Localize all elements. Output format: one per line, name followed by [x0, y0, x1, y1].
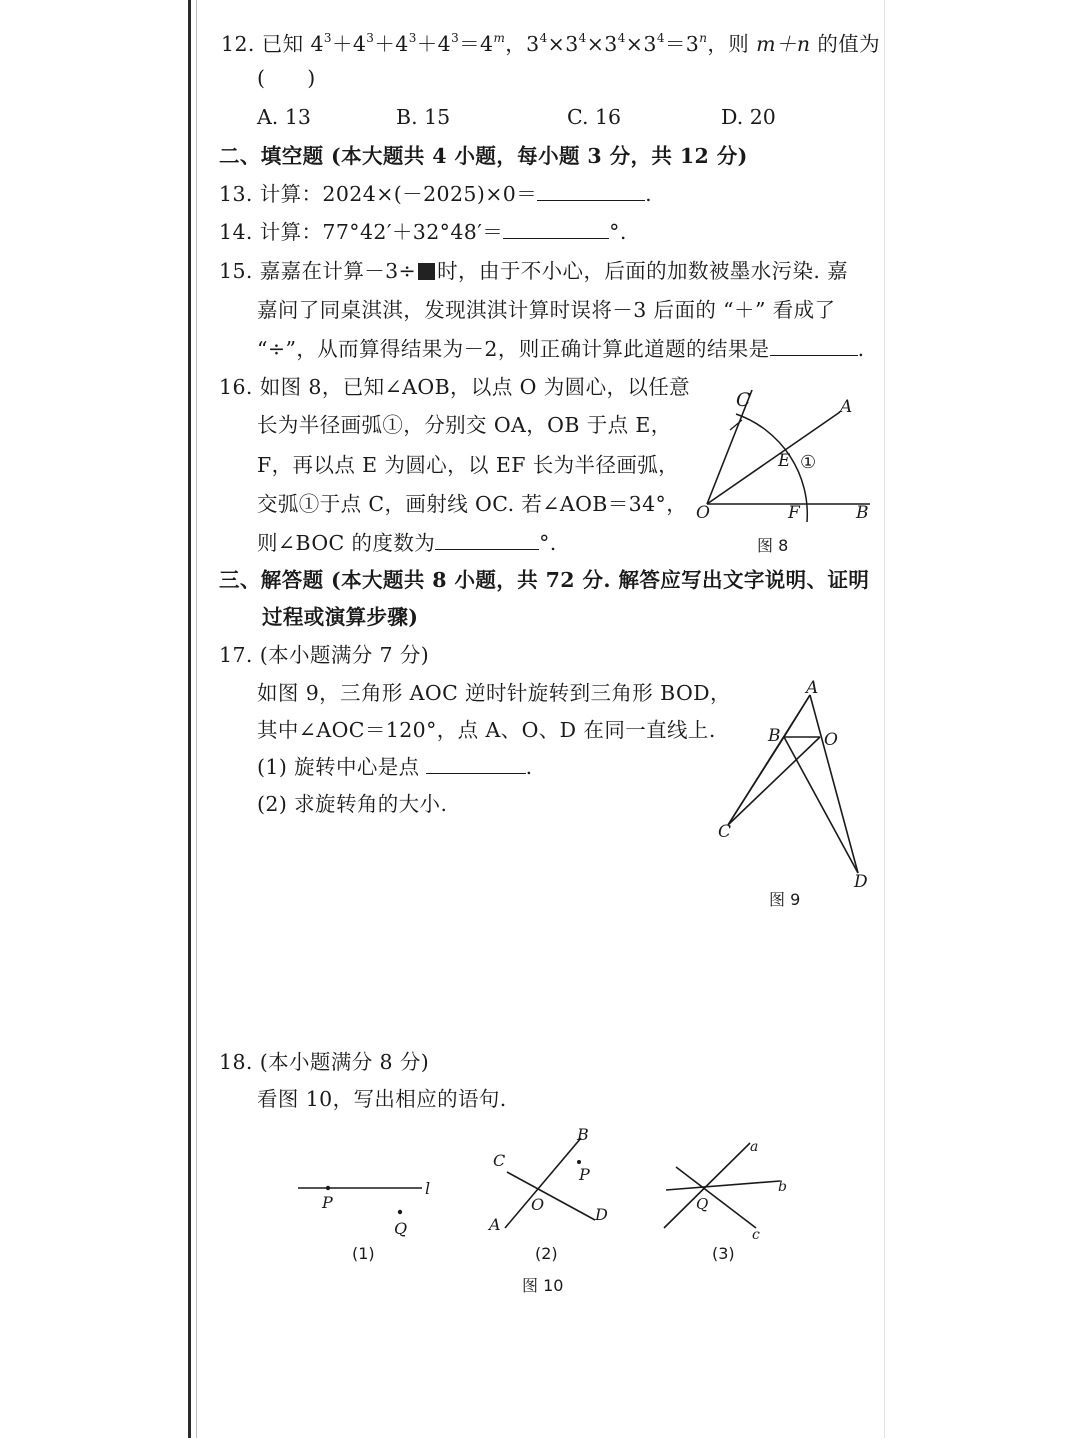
- question-16-line4: 交弧①于点 C，画射线 OC. 若∠AOB＝34°，: [257, 492, 688, 516]
- label-d: D: [595, 1205, 608, 1224]
- label-q: Q: [394, 1219, 408, 1238]
- question-15-line3: “÷”，从而算得结果为－2，则正确计算此道题的结果是 .: [257, 337, 865, 361]
- figure-8-caption: 图 8: [757, 536, 789, 555]
- figure-10-2: [485, 1120, 625, 1235]
- line-a: [664, 1143, 750, 1228]
- ink-blot: [418, 263, 435, 280]
- question-16-line5: 则∠BOC 的度数为 °.: [257, 531, 557, 555]
- answer-blank[interactable]: [537, 180, 645, 201]
- label-c: c: [752, 1227, 760, 1243]
- answer-blank[interactable]: [435, 529, 539, 550]
- label-o: O: [531, 1195, 545, 1214]
- question-16-line1: 16. 如图 8，已知∠AOB，以点 O 为圆心，以任意: [219, 375, 691, 399]
- page-edge: [884, 0, 885, 1438]
- label-b: B: [856, 503, 869, 523]
- option-a: A. 13: [257, 105, 311, 129]
- answer-blank[interactable]: [426, 753, 526, 774]
- option-d: D. 20: [721, 105, 776, 129]
- question-15-line2: 嘉问了同桌淇淇，发现淇淇计算时误将－3 后面的 “＋” 看成了: [257, 298, 836, 322]
- figure-10-1: [290, 1170, 450, 1240]
- figure-10-3: [658, 1135, 798, 1243]
- section-2-heading: 二、填空题 (本大题共 4 小题，每小题 3 分，共 12 分): [219, 144, 748, 168]
- segment-ac: [728, 695, 810, 825]
- label-b: B: [577, 1125, 589, 1144]
- label-q: Q: [696, 1195, 709, 1213]
- binding-margin-line: [188, 0, 191, 1438]
- question-17-line1: 如图 9，三角形 AOC 逆时针旋转到三角形 BOD，: [257, 681, 731, 705]
- label-b: b: [778, 1179, 787, 1195]
- label-l: l: [425, 1179, 431, 1198]
- figure-10-caption: 图 10: [522, 1276, 564, 1295]
- question-17-heading: 17. (本小题满分 7 分): [219, 643, 430, 667]
- label-a: a: [750, 1139, 759, 1155]
- question-12-line1: 12. 已知 $4^3+4^3+4^3+4^3=4^m$，$3^4\times 3^4\times 3^4\times 3^4=3^n$，则 m＋n 的值为: [221, 31, 881, 56]
- label-p: P: [322, 1193, 333, 1212]
- question-17-sub2: (2) 求旋转角的大小.: [257, 792, 448, 816]
- line-b: [666, 1181, 780, 1190]
- label-c: C: [718, 822, 732, 842]
- label-e: E: [778, 451, 791, 471]
- point-p: [577, 1160, 581, 1164]
- figure-9-caption: 图 9: [769, 890, 801, 909]
- option-b: B. 15: [396, 105, 451, 129]
- section-3-heading-line2: 过程或演算步骤): [262, 605, 419, 629]
- label-f: F: [788, 503, 800, 523]
- answer-bracket: ( ): [257, 66, 316, 90]
- label-p: P: [579, 1165, 590, 1184]
- figure-10-2-caption: (2): [535, 1244, 558, 1263]
- line-aod: [810, 695, 858, 873]
- figure-9: [710, 675, 880, 895]
- question-13: 13. 计算：2024×(－2025)×0＝ .: [219, 182, 653, 206]
- question-17-sub1: (1) 旋转中心是点 .: [257, 755, 533, 779]
- question-16-line3: F，再以点 E 为圆心，以 EF 长为半径画弧，: [257, 453, 680, 477]
- figure-10-1-caption: (1): [352, 1244, 375, 1263]
- question-14: 14. 计算：77°42′＋32°48′＝ °.: [219, 220, 627, 244]
- option-c: C. 16: [567, 105, 622, 129]
- point-q: [398, 1210, 402, 1214]
- label-d: D: [854, 872, 868, 892]
- answer-blank[interactable]: [503, 218, 609, 239]
- label-b: B: [768, 726, 781, 746]
- binding-margin-line-faint: [196, 0, 197, 1438]
- figure-8: [690, 380, 880, 530]
- label-a: A: [840, 397, 853, 417]
- point-p: [326, 1186, 330, 1190]
- label-arc-1: ①: [800, 452, 817, 473]
- line-ab: [505, 1138, 581, 1228]
- question-18-heading: 18. (本小题满分 8 分): [219, 1050, 430, 1074]
- question-15-line1: 15. 嘉嘉在计算－3÷ 时，由于不小心，后面的加数被墨水污染. 嘉: [219, 259, 849, 283]
- question-17-line2: 其中∠AOC＝120°，点 A、O、D 在同一直线上.: [257, 718, 716, 742]
- label-o: O: [824, 730, 838, 750]
- question-18-line1: 看图 10，写出相应的语句.: [257, 1087, 507, 1111]
- answer-blank[interactable]: [770, 335, 858, 356]
- label-a: A: [489, 1215, 501, 1234]
- section-3-heading-line1: 三、解答题 (本大题共 8 小题，共 72 分. 解答应写出文字说明、证明: [219, 568, 870, 592]
- figure-10-3-caption: (3): [712, 1244, 735, 1263]
- ray-oa: [707, 412, 840, 504]
- question-number: 12.: [221, 32, 255, 56]
- label-c: C: [736, 389, 751, 411]
- label-c: C: [493, 1151, 506, 1170]
- label-o: O: [696, 503, 710, 523]
- question-16-line2: 长为半径画弧①，分别交 OA，OB 于点 E，: [257, 413, 672, 437]
- segment-co: [728, 737, 820, 825]
- segment-bd: [784, 737, 858, 873]
- label-a: A: [806, 678, 819, 698]
